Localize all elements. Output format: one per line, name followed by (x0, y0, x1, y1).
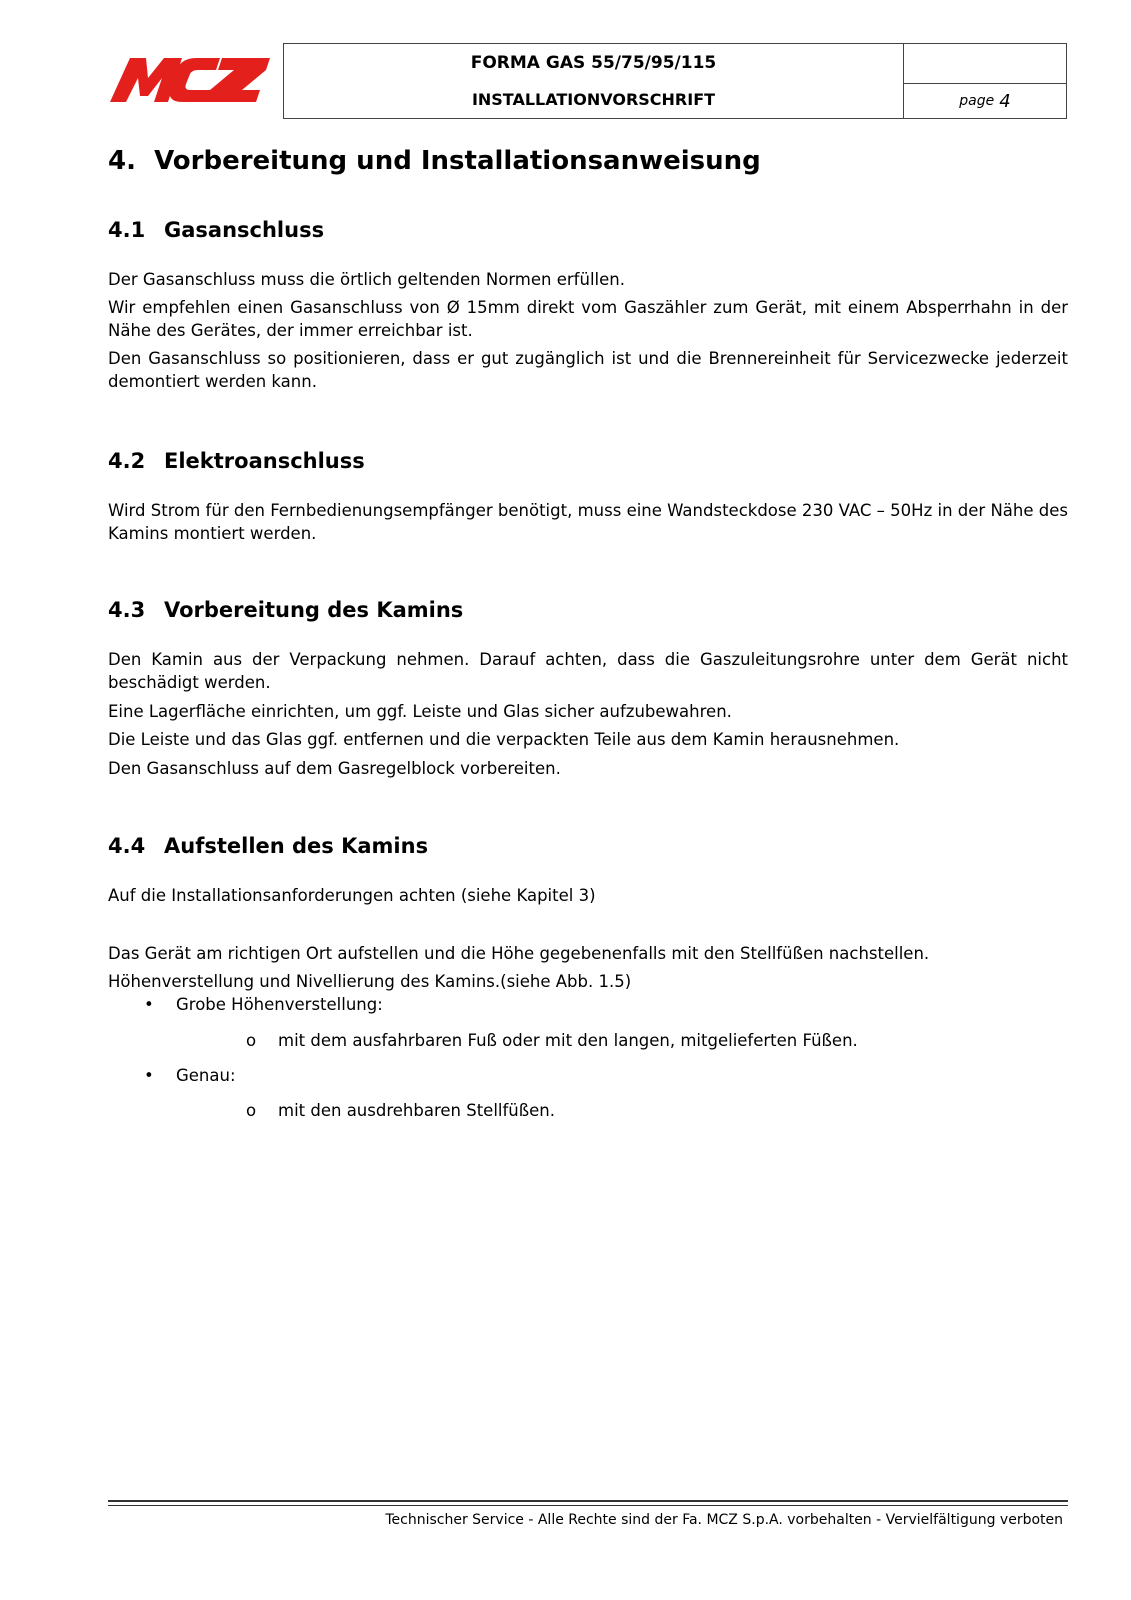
list-item (144, 993, 383, 1016)
sub-list-item-text: mit dem ausfahrbaren Fuß oder mit den langen, mitgelieferten Füßen. (278, 1031, 858, 1050)
chapter-title: 4. Vorbereitung und Installationsanweisung (108, 146, 761, 176)
sub-list-item (246, 1099, 556, 1122)
paragraph: Den Gasanschluss auf dem Gasregelblock vorbereiten. (108, 759, 561, 778)
paragraph: Wir empfehlen einen Gasanschluss von Ø 15mm direkt vom Gaszähler zum Gerät, mit einem Absperrhahn in der Nähe des Gerätes, der immer erreichbar ist. (108, 298, 1068, 340)
header-title-line1: FORMA GAS 55/75/95/115 (470, 52, 717, 73)
section-heading-4-3 (108, 598, 463, 622)
section-title: Elektroanschluss (164, 449, 365, 473)
sub-bullet-marker: o (246, 1031, 257, 1050)
bullet-marker: • (144, 1066, 154, 1085)
paragraph: Eine Lagerfläche einrichten, um ggf. Leiste und Glas sicher aufzubewahren. (108, 702, 732, 721)
section-title: Vorbereitung des Kamins (164, 598, 464, 622)
paragraph: Das Gerät am richtigen Ort aufstellen und die Höhe gegebenenfalls mit den Stellfüßen nachstellen. (108, 944, 930, 963)
section-title: Aufstellen des Kamins (164, 834, 429, 858)
list-item-text: Grobe Höhenverstellung: (176, 995, 383, 1014)
list-item (144, 1064, 236, 1087)
footer-text: Technischer Service - Alle Rechte sind der Fa. MCZ S.p.A. vorbehalten - Vervielfältigung verboten (385, 1512, 1063, 1528)
sub-list-item (246, 1029, 858, 1052)
paragraph: Höhenverstellung und Nivellierung des Kamins.(siehe Abb. 1.5) (108, 972, 632, 991)
header-table (283, 43, 1067, 119)
section-number: 4.4 (108, 834, 146, 858)
section-heading-4-2 (108, 449, 365, 473)
header-page-cell (904, 84, 1066, 118)
mcz-logo-graphic (110, 56, 270, 104)
sub-list-item-text: mit den ausdrehbaren Stellfüßen. (278, 1101, 556, 1120)
footer-divider (108, 1505, 1068, 1506)
section-number: 4.2 (108, 449, 146, 473)
header-empty-cell (904, 44, 1066, 84)
page-number: 4 (999, 90, 1011, 112)
footer-divider (108, 1500, 1068, 1502)
paragraph: Wird Strom für den Fernbedienungsempfänger benötigt, muss eine Wandsteckdose 230 VAC – 50Hz in der Nähe des Kamins montiert werden. (108, 501, 1068, 543)
section-number: 4.3 (108, 598, 146, 622)
section-title: Gasanschluss (164, 218, 325, 242)
paragraph: Der Gasanschluss muss die örtlich geltenden Normen erfüllen. (108, 270, 625, 289)
paragraph: Die Leiste und das Glas ggf. entfernen und die verpackten Teile aus dem Kamin herausnehmen. (108, 730, 900, 749)
section-number: 4.1 (108, 218, 146, 242)
page-label: page (959, 93, 995, 109)
mcz-logo (110, 56, 270, 104)
section-heading-4-4 (108, 834, 428, 858)
section-heading-4-1 (108, 218, 324, 242)
bullet-marker: • (144, 995, 154, 1014)
header-title-line2: INSTALLATIONVORSCHRIFT (471, 90, 716, 109)
paragraph: Auf die Installationsanforderungen achten (siehe Kapitel 3) (108, 886, 596, 905)
sub-bullet-marker: o (246, 1101, 257, 1120)
list-item-text: Genau: (176, 1066, 236, 1085)
paragraph: Den Gasanschluss so positionieren, dass er gut zugänglich ist und die Brennereinheit für Servicezwecke jederzeit demontiert werden kann. (108, 349, 1068, 391)
header-title-cell (284, 44, 904, 118)
paragraph: Den Kamin aus der Verpackung nehmen. Darauf achten, dass die Gaszuleitungsrohre unter dem Gerät nicht beschädigt werden. (108, 650, 1068, 692)
